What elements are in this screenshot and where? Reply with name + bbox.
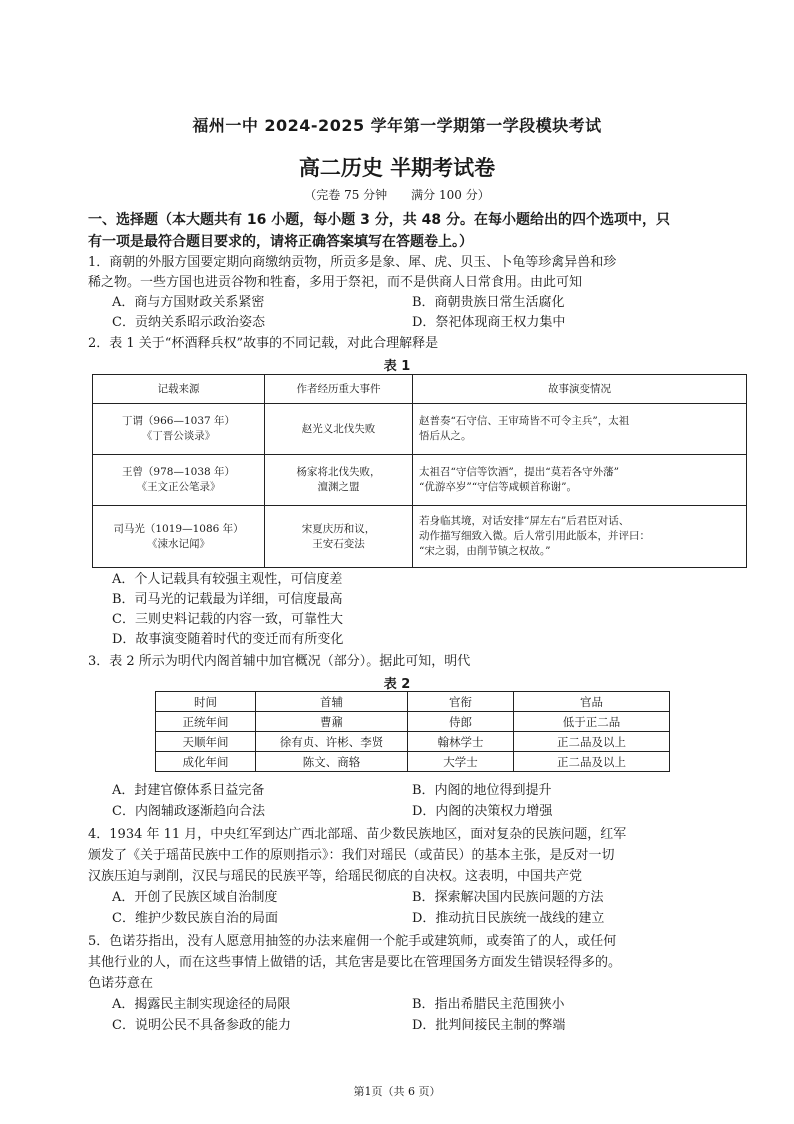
table2-cell: 曹鼐 [256,712,408,732]
q2-option-c[interactable]: C．三则史料记载的内容一致，可靠性大 [112,612,343,627]
table1-header: 作者经历重大事件 [265,375,413,404]
table1-cell-story: 赵普奏“石守信、王审琦皆不可令主兵”，太祖 悟后从之。 [413,404,747,455]
q5-option-a[interactable]: A．揭露民主制实现途径的局限 [112,997,291,1012]
q2-option-a[interactable]: A．个人记载具有较强主观性，可信度差 [112,572,343,587]
table1-cell-event: 杨家将北伐失败， 澶渊之盟 [265,455,413,506]
table2-cell: 翰林学士 [408,732,514,752]
page-number: 第1页（共 6 页） [353,1085,441,1098]
q4-option-c[interactable]: C．维护少数民族自治的局面 [112,911,278,926]
q3-option-d[interactable]: D．内阁的决策权力增强 [412,804,553,819]
q3-option-a[interactable]: A．封建官僚体系日益完备 [112,783,265,798]
table1-header: 故事演变情况 [413,375,747,404]
q1-option-a[interactable]: A．商与方国财政关系紧密 [112,295,265,310]
q2-option-d[interactable]: D．故事演变随着时代的变迁而有所变化 [112,632,344,647]
section-heading [88,209,748,253]
q5-option-d[interactable]: D．批判间接民主制的弊端 [412,1018,566,1033]
exam-title: 福州一中 2024-2025 学年第一学期第一学段模块考试 [192,116,602,135]
q4-stem-line: 颁发了《关于瑶苗民族中工作的原则指示》：我们对瑶民（或苗民）的基本主张，是反对一切 [88,848,615,863]
table1-cell-story: 太祖召“守信等饮酒”，提出“莫若各守外藩” “优游卒岁”“守信等咸顿首称谢”。 [413,455,747,506]
q2-option-b[interactable]: B．司马光的记载最为详细，可信度最高 [112,592,343,607]
table2-header: 官衔 [408,692,514,712]
q4-stem-line: 4．1934 年 11 月，中央红军到达广西北部瑶、苗少数民族地区，面对复杂的民族问题，红军 [88,827,627,842]
q5-stem-line: 色诺芬意在 [88,976,154,991]
table-row [156,732,670,752]
table2-cell: 陈文、商辂 [256,752,408,772]
table1-cell-event: 赵光义北伐失败 [265,404,413,455]
q1-stem-line: 稀之物。一些方国也进贡谷物和牲畜，多用于祭祀，而不是供商人日常食用。由此可知 [88,275,583,290]
table-row [93,404,747,455]
table2-header: 官品 [514,692,670,712]
table2-cell: 低于正二品 [514,712,670,732]
table-row [156,712,670,732]
q4-stem-line: 汉族压迫与剥削，汉民与瑶民的民族平等，给瑶民彻底的自决权。这表明，中国共产党 [88,869,583,884]
table2-cell: 徐有贞、许彬、李贤 [256,732,408,752]
q4-option-d[interactable]: D．推动抗日民族统一战线的建立 [412,911,605,926]
section-heading-line: 有一项是最符合题目要求的，请将正确答案填写在答题卷上。） [88,234,473,250]
table2-cell: 天顺年间 [156,732,256,752]
table1-caption: 表 1 [383,359,411,374]
table2-cell: 正二品及以上 [514,732,670,752]
q3-option-c[interactable]: C．内阁辅政逐渐趋向合法 [112,804,265,819]
table1-cell-event: 宋夏庆历和议， 王安石变法 [265,506,413,568]
table-row [156,752,670,772]
table2-cell: 正统年间 [156,712,256,732]
table2-cell: 侍郎 [408,712,514,732]
table1 [92,374,747,568]
table2-cell: 大学士 [408,752,514,772]
table1-cell-source: 丁谓（966—1037 年） 《丁晋公谈录》 [93,404,265,455]
table1-cell-source: 王曾（978—1038 年） 《王文正公笔录》 [93,455,265,506]
q1-option-d[interactable]: D．祭祀体现商王权力集中 [412,315,566,330]
table2-cell: 正二品及以上 [514,752,670,772]
section-heading-line: 一、选择题（本大题共有 16 小题，每小题 3 分，共 48 分。在每小题给出的四个选项中，只 [88,212,670,228]
q3-stem: 3．表 2 所示为明代内阁首辅中加官概况（部分）。据此可知，明代 [88,654,471,669]
table2 [155,691,670,772]
table2-cell: 成化年间 [156,752,256,772]
q1-option-b[interactable]: B．商朝贵族日常生活腐化 [412,295,565,310]
q5-stem-line: 其他行业的人，而在这些事情上做错的话，其危害是要比在管理国务方面发生错误轻得多的。 [88,955,622,970]
table1-header: 记载来源 [93,375,265,404]
table-row [93,455,747,506]
table1-cell-source: 司马光（1019—1086 年） 《涑水记闻》 [93,506,265,568]
table-row [93,506,747,568]
table2-caption: 表 2 [383,677,411,692]
q5-option-c[interactable]: C．说明公民不具备参政的能力 [112,1018,291,1033]
exam-info: （完卷 75 分钟 满分 100 分） [304,188,490,202]
q4-option-b[interactable]: B．探索解决国内民族问题的方法 [412,890,604,905]
q5-stem-line: 5．色诺芬指出，没有人愿意用抽签的办法来雇佣一个舵手或建筑师，或奏笛了的人，或任何 [88,934,617,949]
table1-cell-story: 若身临其境，对话安排“屏左右”后君臣对话、 动作描写细致入微。后人常引用此版本，并评曰： “宋之弱，由削节镇之权故。” [413,506,747,568]
paper-title: 高二历史 半期考试卷 [298,156,496,180]
q3-option-b[interactable]: B．内阁的地位得到提升 [412,783,552,798]
table2-header: 首辅 [256,692,408,712]
table2-header: 时间 [156,692,256,712]
q2-stem: 2．表 1 关于“杯酒释兵权”故事的不同记载，对此合理解释是 [88,336,439,351]
q5-option-b[interactable]: B．指出希腊民主范围狭小 [412,997,565,1012]
q1-stem-line: 1．商朝的外服方国要定期向商缴纳贡物，所贡多是象、犀、虎、贝玉、卜龟等珍禽异兽和珍 [88,255,617,270]
q1-option-c[interactable]: C．贡纳关系昭示政治姿态 [112,315,265,330]
q4-option-a[interactable]: A．开创了民族区域自治制度 [112,890,278,905]
